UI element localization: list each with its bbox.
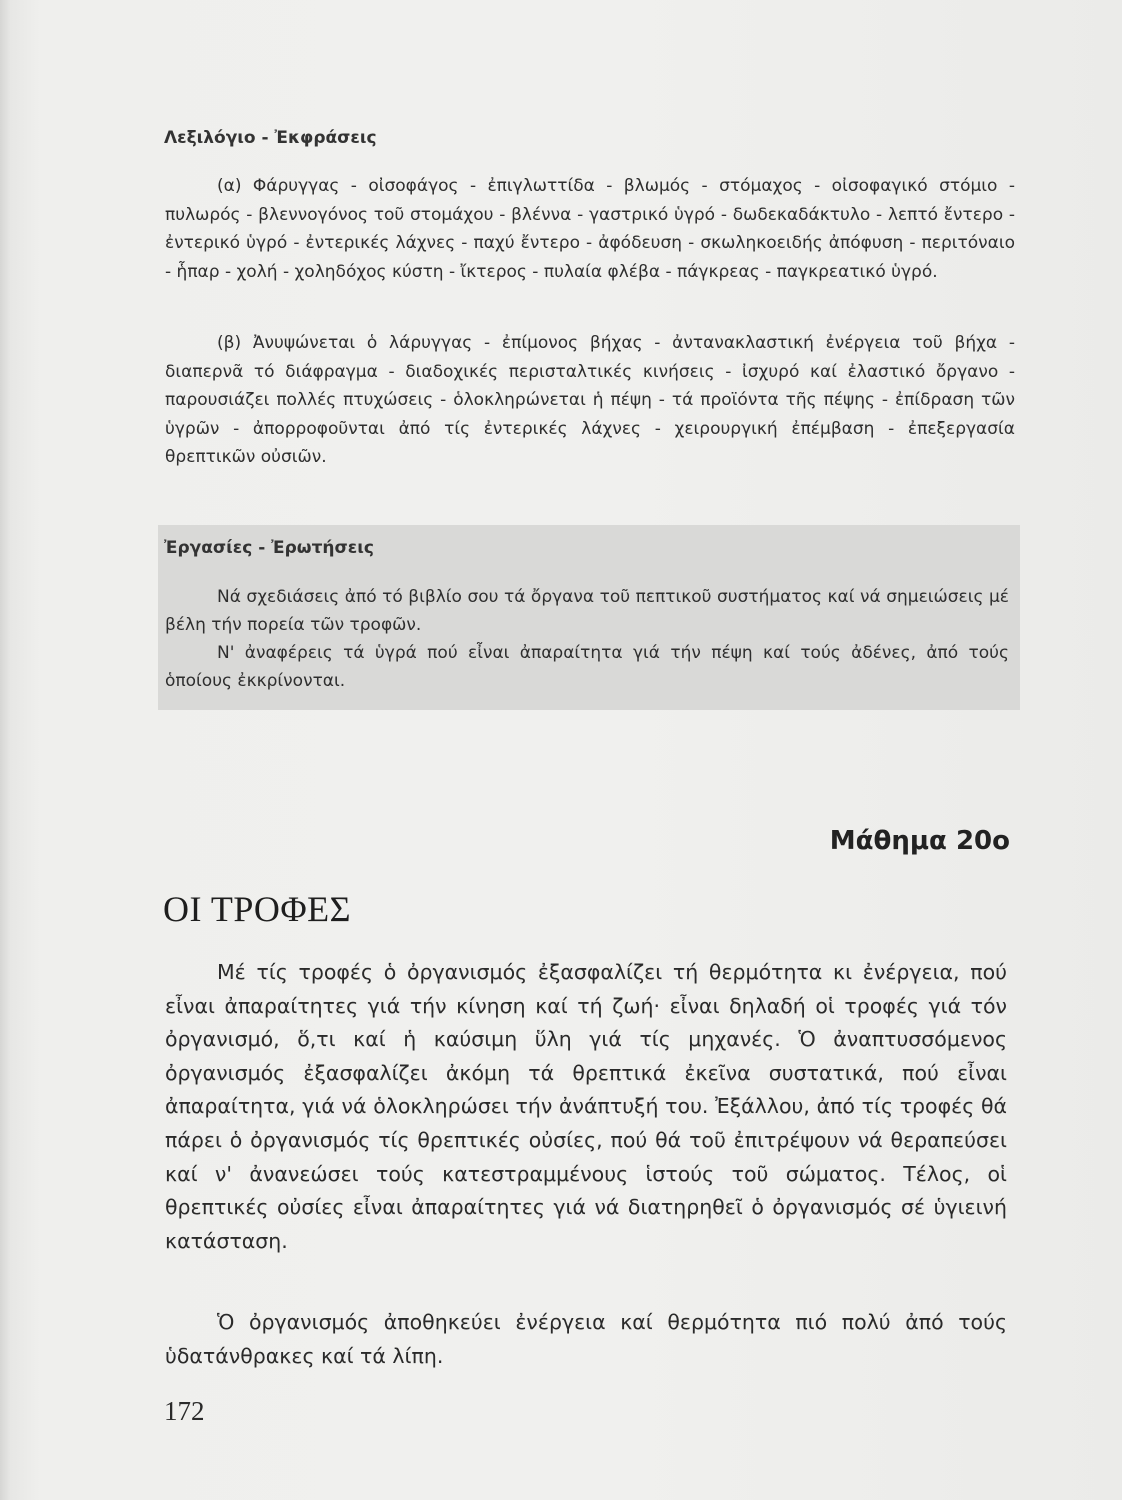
body-paragraph-2: Ὁ ὀργανισμός ἀποθηκεύει ἐνέργεια καί θερμότητα πιό πολύ ἀπό τούς ὑδατάνθρακες καί τά λίπη.	[165, 1310, 1007, 1368]
vocabulary-heading: Λεξιλόγιο - Ἐκφράσεις	[164, 128, 377, 148]
exercises-box	[158, 525, 1020, 710]
page-number: 172	[164, 1396, 205, 1426]
body-paragraph-1: Μέ τίς τροφές ὁ ὀργανισμός ἐξασφαλίζει τή θερμότητα κι ἐνέργεια, πού εἶναι ἀπαραίτητες γιά τήν κίνηση καί τή ζωή· εἶναι δηλαδή οἱ τροφές γιά τόν ὀργανισμό, ὅ,τι καί ἡ καύσιμη ὕλη γιά τίς μηχανές. Ὁ ἀναπτυσσόμενος ὀργανισμός ἐξασφαλίζει ἀκόμη τά θρεπτικά ἐκεῖνα συστατικά, πού εἶναι ἀπαραίτητα, γιά νά ὁλοκληρώσει τήν ἀνάπτυξή του. Ἐξάλλου, ἀπό τίς τροφές θά πάρει ὁ ὀργανισμός τίς θρεπτικές οὐσίες, πού θά τοῦ ἐπιτρέψουν νά θεραπεύσει καί ν' ἀνανεώσει τούς κατεστραμμένους ἱστούς τοῦ σώματος. Τέλος, οἱ θρεπτικές οὐσίες εἶναι ἀπαραίτητες γιά νά διατηρηθεῖ ὁ ὀργανισμός σέ ὑγιεινή κατάσταση.	[165, 960, 1007, 1253]
exercise-item-2: Ν' ἀναφέρεις τά ὑγρά πού εἶναι ἀπαραίτητα γιά τήν πέψη καί τούς ἀδένες, ἀπό τούς ὁποίους ἐκκρίνονται.	[165, 643, 1009, 691]
chapter-title: ΟΙ ΤΡΟΦΕΣ	[163, 889, 352, 929]
exercises-heading: Ἐργασίες - Ἐρωτήσεις	[164, 538, 374, 558]
lesson-label: Μάθημα 20ο	[829, 826, 1010, 856]
exercise-item-1: Νά σχεδιάσεις ἀπό τό βιβλίο σου τά ὄργανα τοῦ πεπτικοῦ συστήματος καί νά σημειώσεις μέ βέλη τήν πορεία τῶν τροφῶν.	[165, 587, 1009, 635]
page-edge-shadow	[0, 0, 10, 1500]
vocabulary-paragraph-a: (α) Φάρυγγας - οἰσοφάγος - ἐπιγλωττίδα - βλωμός - στόμαχος - οἰσοφαγικό στόμιο - πυλωρός - βλεννογόνος τοῦ στομάχου - βλέννα - γαστρικό ὑγρό - δωδεκαδάκτυλο - λεπτό ἔντερο - ἐντερικό ὑγρό - ἐντερικές λάχνες - παχύ ἔντερο - ἀφόδευση - σκωληκοειδής ἀπόφυση - περιτόναιο - ἧπαρ - χολή - χοληδόχος κύστη - ἴκτερος - πυλαία φλέβα - πάγκρεας - παγκρεατικό ὑγρό.	[165, 176, 1015, 282]
vocabulary-paragraph-b: (β) Ἀνυψώνεται ὁ λάρυγγας - ἐπίμονος βήχας - ἀντανακλαστική ἐνέργεια τοῦ βήχα - διαπερνᾶ τό διάφραγμα - διαδοχικές περισταλτικές κινήσεις - ἰσχυρό καί ἐλαστικό ὄργανο - παρουσιάζει πολλές πτυχώσεις - ὁλοκληρώνεται ἡ πέψη - τά προϊόντα τῆς πέψης - ἐπίδραση τῶν ὑγρῶν - ἀπορροφοῦνται ἀπό τίς ἐντερικές λάχνες - χειρουργική ἐπέμβαση - ἐπεξεργασία θρεπτικῶν οὐσιῶν.	[165, 333, 1015, 468]
